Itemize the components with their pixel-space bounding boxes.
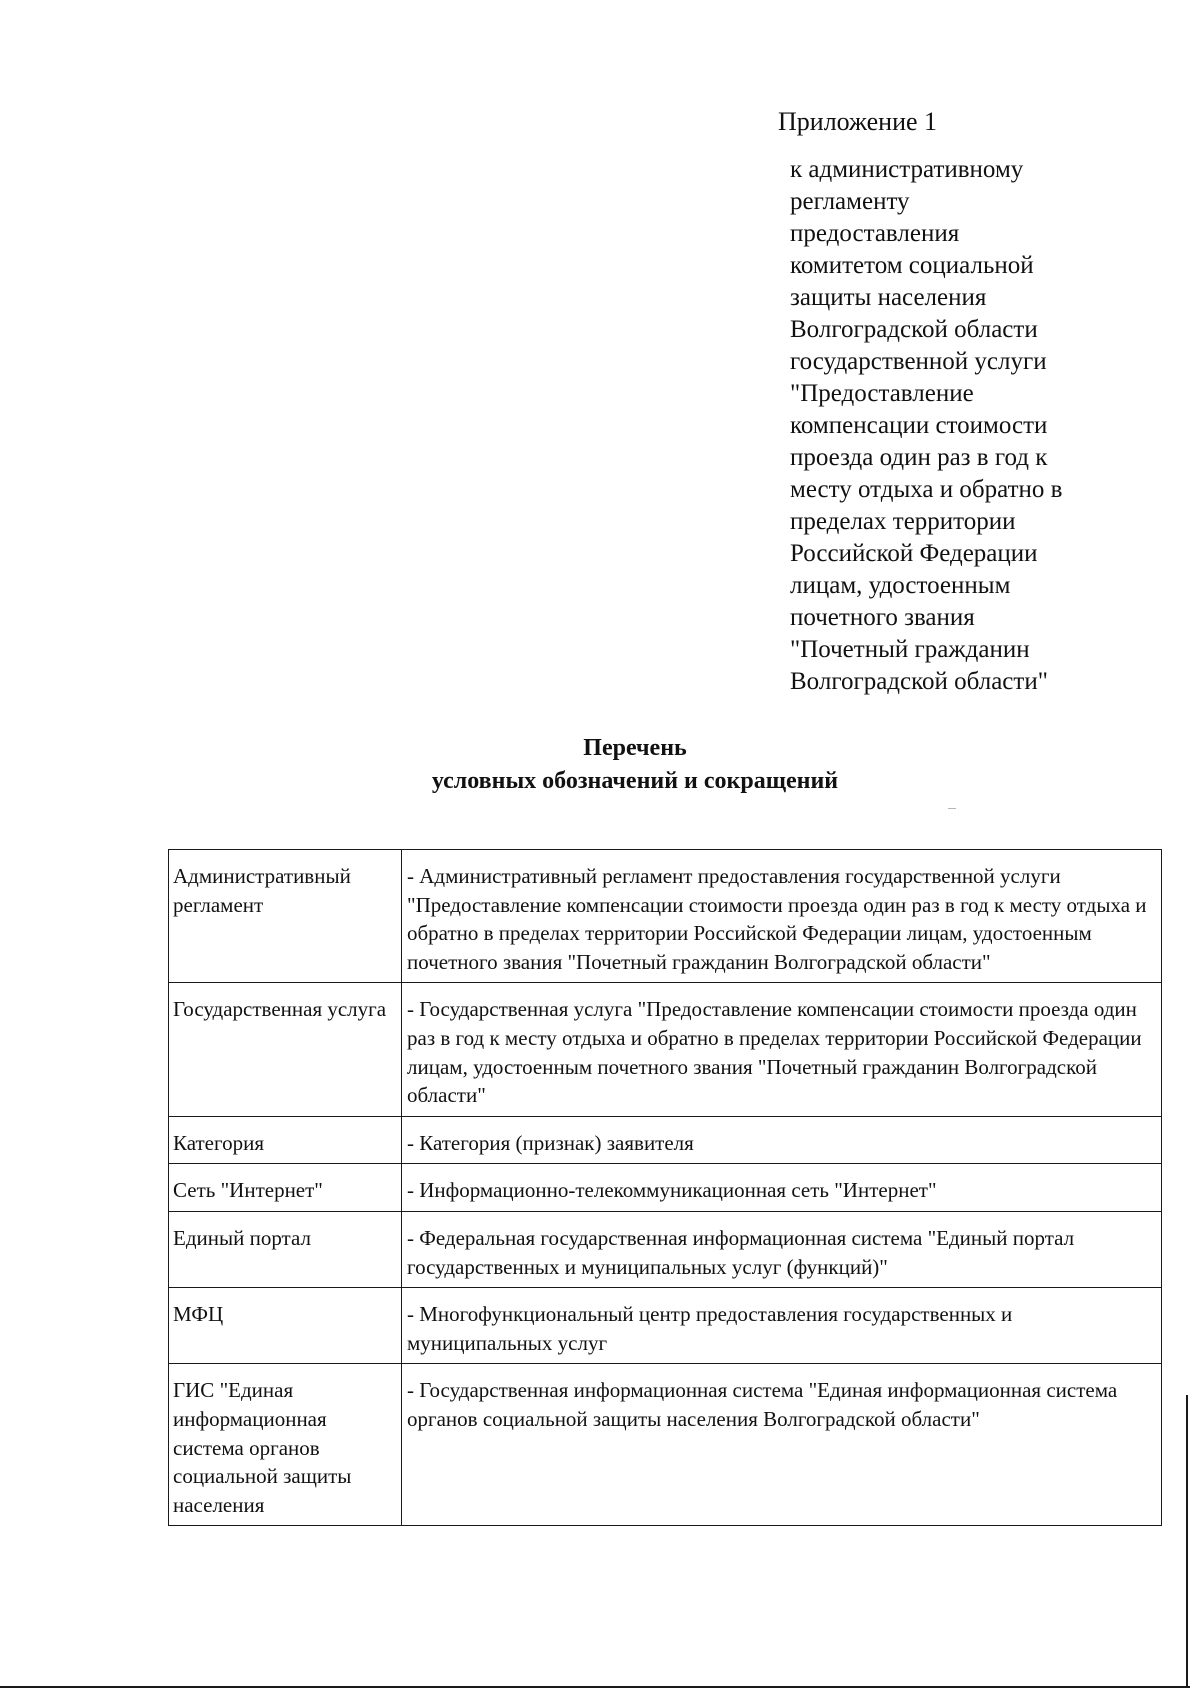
appendix-line: "Предоставление xyxy=(790,380,974,407)
table-row xyxy=(169,1164,1162,1212)
appendix-line: Российской Федерации xyxy=(790,540,1038,567)
appendix-line: лицам, удостоенным xyxy=(790,572,1011,599)
appendix-line: месту отдыха и обратно в xyxy=(790,476,1063,503)
table-row xyxy=(169,983,1162,1116)
appendix-line: государственной услуги xyxy=(790,348,1047,375)
list-heading-line-1: Перечень xyxy=(583,735,687,761)
definition-cell: - Государственная информационная система "Единая информационная система органов социальной защиты населения Волгоградской области" xyxy=(402,1364,1162,1526)
table-row xyxy=(169,1364,1162,1526)
term-cell: Государственная услуга xyxy=(169,983,402,1116)
appendix-line: Волгоградской области" xyxy=(790,668,1048,695)
appendix-subtitle xyxy=(790,154,1190,698)
term-cell: Единый портал xyxy=(169,1211,402,1287)
table-row xyxy=(169,1116,1162,1164)
definition-cell: - Категория (признак) заявителя xyxy=(402,1116,1162,1164)
table-row xyxy=(169,1288,1162,1364)
scan-artifact xyxy=(948,808,956,809)
term-cell: Административный регламент xyxy=(169,850,402,983)
appendix-line: почетного звания xyxy=(790,604,975,631)
appendix-line: защиты населения xyxy=(790,284,987,311)
appendix-line: проезда один раз в год к xyxy=(790,444,1048,471)
table-row xyxy=(169,1211,1162,1287)
appendix-title: Приложение 1 xyxy=(778,107,938,136)
list-heading xyxy=(0,732,1200,798)
scan-edge-line xyxy=(0,1686,1190,1688)
appendix-line: комитетом социальной xyxy=(790,252,1034,279)
term-cell: Категория xyxy=(169,1116,402,1164)
appendix-line: "Почетный гражданин xyxy=(790,636,1030,663)
definition-cell: - Многофункциональный центр предоставления государственных и муниципальных услуг xyxy=(402,1288,1162,1364)
definition-cell: - Административный регламент предоставления государственной услуги "Предоставление компенсации стоимости проезда один раз в год к месту отдыха и обратно в пределах территории Российской Федерации лицам, удостоенным почетного звания "Почетный гражданин Волгоградской области" xyxy=(402,850,1162,983)
abbreviations-table xyxy=(168,849,1162,1526)
appendix-line: регламенту xyxy=(790,188,910,215)
term-cell: МФЦ xyxy=(169,1288,402,1364)
definition-cell: - Федеральная государственная информационная система "Единый портал государственных и муниципальных услуг (функций)" xyxy=(402,1211,1162,1287)
definition-cell: - Государственная услуга "Предоставление компенсации стоимости проезда один раз в год к месту отдыха и обратно в пределах территории Российской Федерации лицам, удостоенным почетного звания "Почетный гражданин Волгоградской области" xyxy=(402,983,1162,1116)
appendix-line: к административному xyxy=(790,156,1024,183)
definition-cell: - Информационно-телекоммуникационная сеть "Интернет" xyxy=(402,1164,1162,1212)
term-cell: Сеть "Интернет" xyxy=(169,1164,402,1212)
appendix-line: компенсации стоимости xyxy=(790,412,1048,439)
appendix-line: Волгоградской области xyxy=(790,316,1038,343)
table-row xyxy=(169,850,1162,983)
term-cell: ГИС "Единая информационная система органов социальной защиты населения xyxy=(169,1364,402,1526)
list-heading-line-2: условных обозначений и сокращений xyxy=(431,768,839,794)
scan-edge-line xyxy=(1186,1395,1188,1687)
appendix-line: пределах территории xyxy=(790,508,1016,535)
appendix-line: предоставления xyxy=(790,220,960,247)
